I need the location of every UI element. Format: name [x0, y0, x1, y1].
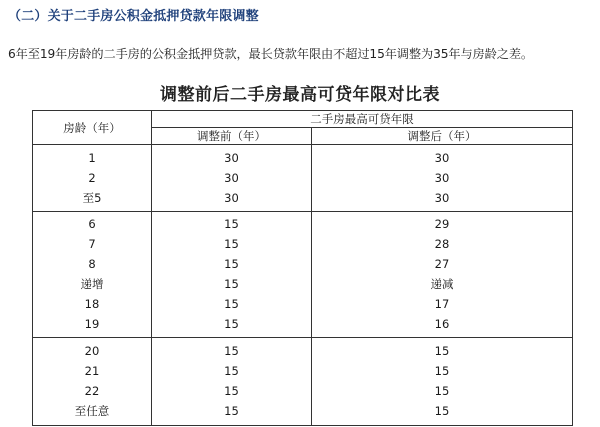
- age-value: 22: [84, 384, 100, 398]
- age-value: 2: [88, 171, 96, 185]
- after-value: 30: [434, 151, 450, 165]
- table-row-group: [33, 338, 573, 426]
- after-value: 17: [434, 297, 450, 311]
- age-value: 1: [88, 151, 96, 165]
- age-value: 21: [84, 364, 100, 378]
- header-before-adjustment: 调整前（年）: [152, 128, 312, 145]
- after-value: 16: [434, 317, 450, 331]
- before-value: 15: [224, 297, 239, 311]
- table-title: 调整前后二手房最高可贷年限对比表: [160, 85, 440, 105]
- after-value: 15: [434, 404, 450, 418]
- header-max-loan-term: 二手房最高可贷年限: [152, 111, 573, 128]
- section-heading: （二）关于二手房公积金抵押贷款年限调整: [8, 9, 259, 24]
- before-value: 30: [224, 171, 239, 185]
- after-value: 30: [434, 171, 450, 185]
- before-value: 15: [224, 277, 239, 291]
- age-value: 18: [84, 297, 100, 311]
- after-value: 29: [434, 217, 450, 231]
- before-value: 15: [224, 344, 239, 358]
- before-value: 15: [224, 317, 239, 331]
- age-value: 7: [88, 237, 96, 251]
- age-value: 20: [84, 344, 100, 358]
- before-value: 15: [224, 364, 239, 378]
- header-after-adjustment: 调整后（年）: [312, 128, 573, 145]
- after-value: 15: [434, 384, 450, 398]
- header-house-age: 房龄（年）: [33, 111, 152, 145]
- before-value: 15: [224, 257, 239, 271]
- after-value: 递减: [430, 277, 454, 291]
- table-row-group: [33, 145, 573, 212]
- table-row-group: [33, 212, 573, 338]
- before-value: 15: [224, 237, 239, 251]
- after-value: 28: [434, 237, 450, 251]
- after-value: 15: [434, 364, 450, 378]
- age-value: 至5: [82, 191, 102, 205]
- age-value: 6: [88, 217, 96, 231]
- before-value: 15: [224, 384, 239, 398]
- age-value: 递增: [80, 277, 104, 291]
- policy-paragraph: 6年至19年房龄的二手房的公积金抵押贷款，最长贷款年限由不超过15年调整为35年与房龄之差。: [8, 47, 533, 61]
- age-value: 19: [84, 317, 100, 331]
- after-value: 15: [434, 344, 450, 358]
- before-value: 15: [224, 217, 239, 231]
- age-value: 至任意: [74, 404, 110, 418]
- loan-term-comparison-table: [32, 110, 573, 426]
- age-value: 8: [88, 257, 96, 271]
- before-value: 30: [224, 151, 239, 165]
- after-value: 30: [434, 191, 450, 205]
- before-value: 15: [224, 404, 239, 418]
- before-value: 30: [224, 191, 239, 205]
- after-value: 27: [434, 257, 450, 271]
